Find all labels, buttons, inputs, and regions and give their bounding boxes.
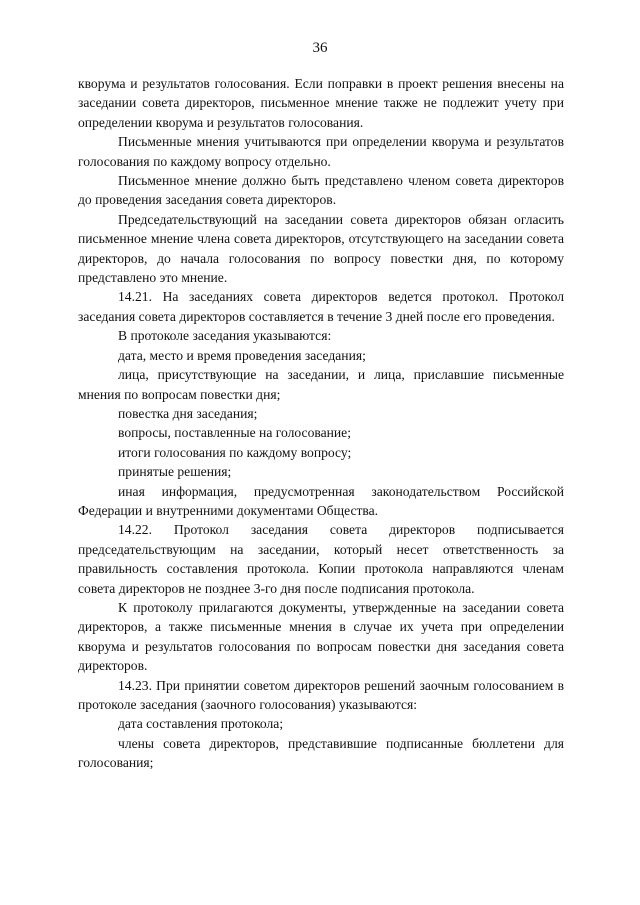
- list-item: дата, место и время проведения заседания;: [118, 347, 366, 363]
- section-paragraph-14-22: 14.22. Протокол заседания совета директоров подписывается председательствующим на заседании, который несет ответственность за правильность составления протокола. Копии протокола направляются членам совета директоров не позднее 3-го дня после подписания протокола.: [78, 522, 564, 596]
- paragraph: Председательствующий на заседании совета директоров обязан огласить письменное мнение члена совета директоров, отсутствующего на заседании совета директоров, до начала голосования по вопросу повестки дня, по которому представлено это мнение.: [78, 211, 564, 286]
- page-number: 36: [312, 40, 328, 56]
- paragraph: кворума и результатов голосования. Если поправки в проект решения внесены на заседании совета директоров, письменное мнение также не подлежит учету при определении кворума и результатов голосования.: [78, 76, 564, 130]
- list-item: принятые решения;: [118, 464, 232, 480]
- list-item: повестка дня заседания;: [118, 405, 258, 421]
- list-item: члены совета директоров, представившие подписанные бюллетени для голосования;: [78, 735, 564, 771]
- paragraph: К протоколу прилагаются документы, утвержденные на заседании совета директоров, а также письменные мнения в случае их учета при определении кворума и результатов голосования по вопросам повестки дня заседания совета директоров.: [78, 599, 564, 674]
- list-item: вопросы, поставленные на голосование;: [118, 425, 351, 441]
- list-item: лица, присутствующие на заседании, и лица, приславшие письменные мнения по вопросам повестки дня;: [78, 367, 564, 402]
- document-body: [78, 74, 564, 773]
- section-paragraph-14-21: 14.21. На заседаниях совета директоров ведется протокол. Протокол заседания совета директоров составляется в течение 3 дней после его проведения.: [78, 289, 564, 324]
- list-item: дата составления протокола;: [118, 716, 284, 732]
- list-item: итоги голосования по каждому вопросу;: [118, 444, 352, 460]
- section-paragraph-14-23: 14.23. При принятии советом директоров решений заочным голосованием в протоколе заседания (заочного голосования) указываются:: [78, 677, 564, 712]
- paragraph: Письменное мнение должно быть представлено членом совета директоров до проведения заседания совета директоров.: [78, 173, 564, 208]
- paragraph: В протоколе заседания указываются:: [118, 328, 332, 344]
- paragraph: Письменные мнения учитываются при определении кворума и результатов голосования по каждому вопросу отдельно.: [78, 134, 564, 169]
- list-item: иная информация, предусмотренная законодательством Российской Федерации и внутренними документами Общества.: [78, 483, 564, 518]
